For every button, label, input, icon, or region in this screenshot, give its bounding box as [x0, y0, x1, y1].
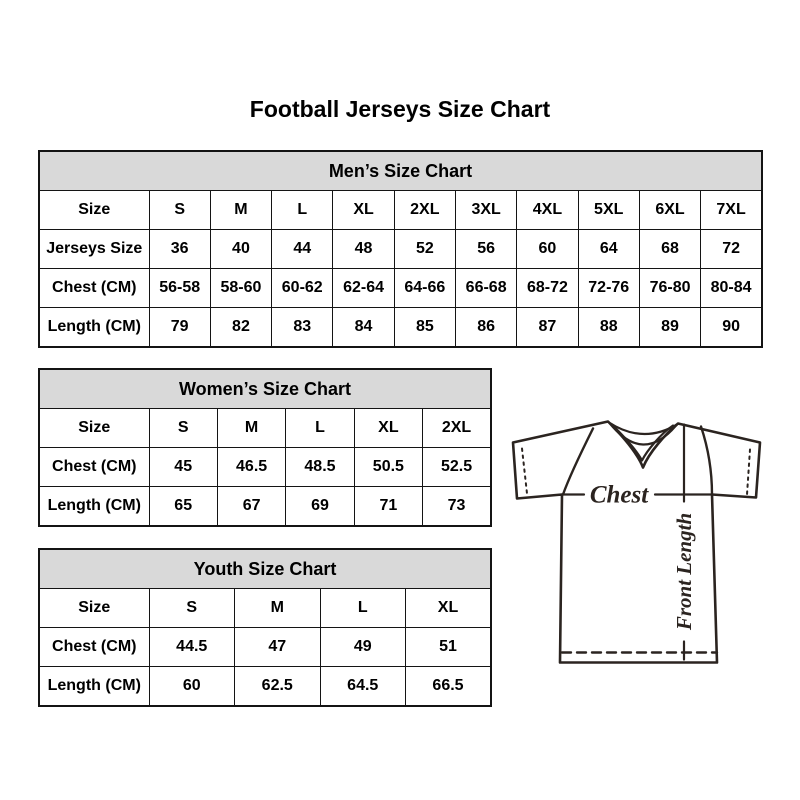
size-cell: L — [286, 409, 354, 448]
size-cell: 72-76 — [578, 269, 639, 308]
size-cell: 62.5 — [235, 667, 321, 706]
page-title: Football Jerseys Size Chart — [249, 96, 551, 122]
table-row — [39, 448, 491, 487]
size-cell: 90 — [701, 308, 762, 347]
row-label: Chest (CM) — [39, 269, 149, 308]
size-cell: 58-60 — [210, 269, 271, 308]
size-cell: 7XL — [701, 191, 762, 230]
size-cell: 80-84 — [701, 269, 762, 308]
size-cell: 64-66 — [394, 269, 455, 308]
size-cell: 45 — [149, 448, 217, 487]
size-cell: 65 — [149, 487, 217, 526]
size-cell: 48 — [333, 230, 394, 269]
size-cell: M — [217, 409, 285, 448]
size-cell: 6XL — [639, 191, 700, 230]
size-cell: 66-68 — [455, 269, 516, 308]
table-row — [39, 191, 762, 230]
youth-table-title: Youth Size Chart — [39, 549, 491, 589]
size-cell: XL — [406, 589, 492, 628]
size-cell: 88 — [578, 308, 639, 347]
size-cell: 87 — [517, 308, 578, 347]
jersey-outline — [513, 422, 760, 663]
size-cell: S — [149, 191, 210, 230]
row-label: Size — [39, 589, 149, 628]
table-header-row — [39, 369, 491, 409]
size-cell: 60 — [517, 230, 578, 269]
table-row — [39, 308, 762, 347]
size-cell: 46.5 — [217, 448, 285, 487]
size-cell: 44.5 — [149, 628, 235, 667]
youth-size-table — [38, 548, 492, 707]
size-cell: 64 — [578, 230, 639, 269]
row-label: Length (CM) — [39, 308, 149, 347]
right-sleeve-stitch-line — [747, 450, 750, 495]
size-cell: S — [149, 589, 235, 628]
size-cell: 52.5 — [423, 448, 491, 487]
size-cell: M — [210, 191, 271, 230]
size-cell: 67 — [217, 487, 285, 526]
size-cell: 71 — [354, 487, 422, 526]
size-cell: 72 — [701, 230, 762, 269]
size-cell: 66.5 — [406, 667, 492, 706]
table-row — [39, 487, 491, 526]
size-cell: 3XL — [455, 191, 516, 230]
size-cell: 68 — [639, 230, 700, 269]
size-cell: 5XL — [578, 191, 639, 230]
size-cell: 73 — [423, 487, 491, 526]
left-sleeve-stitch-line — [522, 449, 527, 494]
size-cell: 82 — [210, 308, 271, 347]
table-row — [39, 269, 762, 308]
womens-table-title: Women’s Size Chart — [39, 369, 491, 409]
row-label: Length (CM) — [39, 667, 149, 706]
table-row — [39, 230, 762, 269]
chest-label: Chest — [589, 481, 649, 509]
table-row — [39, 628, 491, 667]
size-cell: 68-72 — [517, 269, 578, 308]
row-label: Size — [39, 409, 149, 448]
size-cell: 2XL — [394, 191, 455, 230]
table-row — [39, 409, 491, 448]
size-cell: 60 — [149, 667, 235, 706]
size-cell: 69 — [286, 487, 354, 526]
front-length-label: Front Length — [672, 512, 696, 631]
row-label: Jerseys Size — [39, 230, 149, 269]
size-cell: 79 — [149, 308, 210, 347]
table-header-row — [39, 151, 762, 191]
size-cell: XL — [354, 409, 422, 448]
table-row — [39, 589, 491, 628]
size-cell: 86 — [455, 308, 516, 347]
womens-size-table — [38, 368, 492, 527]
size-cell: L — [272, 191, 333, 230]
size-cell: 48.5 — [286, 448, 354, 487]
size-cell: 76-80 — [639, 269, 700, 308]
size-cell: 52 — [394, 230, 455, 269]
row-label: Size — [39, 191, 149, 230]
size-cell: 84 — [333, 308, 394, 347]
size-cell: 50.5 — [354, 448, 422, 487]
size-cell: 49 — [320, 628, 406, 667]
size-cell: 56-58 — [149, 269, 210, 308]
mens-table-title: Men’s Size Chart — [39, 151, 762, 191]
table-header-row — [39, 549, 491, 589]
size-cell: 60-62 — [272, 269, 333, 308]
left-armhole-seam — [563, 429, 593, 495]
right-armhole-seam — [701, 427, 712, 495]
size-cell: 47 — [235, 628, 321, 667]
size-cell: M — [235, 589, 321, 628]
size-cell: 4XL — [517, 191, 578, 230]
row-label: Chest (CM) — [39, 448, 149, 487]
size-cell: 83 — [272, 308, 333, 347]
size-cell: 44 — [272, 230, 333, 269]
mens-size-table — [38, 150, 763, 348]
size-cell: 85 — [394, 308, 455, 347]
row-label: Chest (CM) — [39, 628, 149, 667]
table-row — [39, 667, 491, 706]
size-cell: XL — [333, 191, 394, 230]
size-cell: 62-64 — [333, 269, 394, 308]
size-cell: S — [149, 409, 217, 448]
size-cell: 36 — [149, 230, 210, 269]
size-cell: 89 — [639, 308, 700, 347]
size-cell: 51 — [406, 628, 492, 667]
size-cell: 40 — [210, 230, 271, 269]
row-label: Length (CM) — [39, 487, 149, 526]
size-cell: L — [320, 589, 406, 628]
jersey-measurement-diagram — [505, 401, 777, 669]
size-cell: 64.5 — [320, 667, 406, 706]
size-cell: 56 — [455, 230, 516, 269]
size-cell: 2XL — [423, 409, 491, 448]
